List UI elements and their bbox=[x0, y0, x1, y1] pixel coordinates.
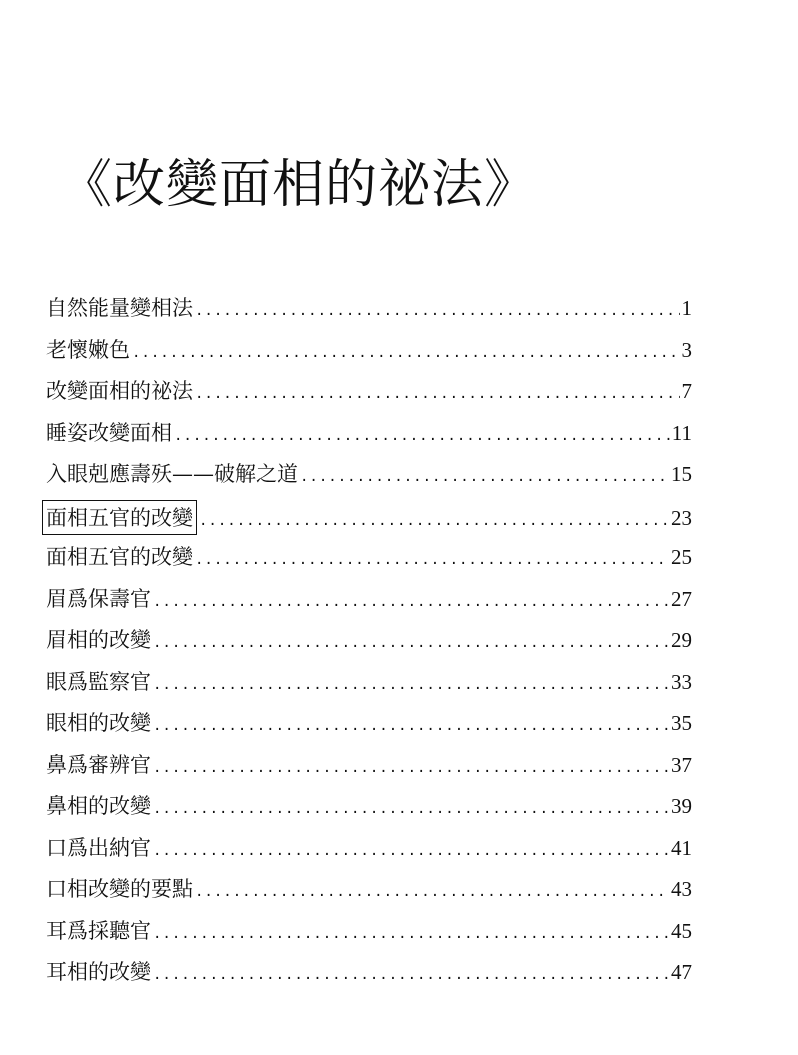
toc-dot-leader bbox=[153, 967, 669, 983]
toc-page-number: 39 bbox=[671, 794, 692, 818]
toc-dot-leader bbox=[153, 635, 669, 651]
toc-entry-title: 耳相的改變 bbox=[46, 960, 151, 984]
toc-section-heading bbox=[46, 500, 692, 542]
toc-entry-title: 耳爲採聽官 bbox=[46, 918, 151, 943]
toc-entry-title: 口爲出納官 bbox=[46, 835, 151, 860]
toc-entry bbox=[46, 749, 692, 791]
toc-page-number: 33 bbox=[671, 669, 692, 694]
toc-entry-title: 眼爲監察官 bbox=[46, 669, 151, 694]
toc-entry bbox=[46, 334, 692, 376]
toc-page-number: 43 bbox=[671, 877, 692, 901]
toc-dot-leader bbox=[153, 594, 669, 610]
toc-entry bbox=[46, 375, 692, 417]
toc-page-number: 35 bbox=[671, 711, 692, 735]
toc-entry bbox=[46, 915, 692, 957]
toc-entry bbox=[46, 873, 692, 915]
toc-entry bbox=[46, 832, 692, 874]
table-of-contents bbox=[46, 292, 692, 998]
toc-entry-title: 口相改變的要點 bbox=[46, 877, 193, 901]
toc-dot-leader bbox=[300, 469, 669, 485]
toc-page-number: 7 bbox=[681, 379, 692, 403]
toc-entry-title: 眉相的改變 bbox=[46, 628, 151, 652]
page-title: 《改變面相的祕法》 bbox=[60, 155, 538, 215]
toc-page-number: 1 bbox=[681, 296, 692, 320]
toc-dot-leader bbox=[195, 552, 669, 568]
toc-entry-title: 入眼剋應壽殀——破解之道 bbox=[46, 462, 298, 486]
toc-page-number: 27 bbox=[671, 586, 692, 611]
toc-dot-leader bbox=[153, 801, 669, 817]
toc-dot-leader bbox=[132, 345, 680, 361]
toc-page-number: 41 bbox=[671, 835, 692, 860]
toc-dot-leader bbox=[195, 303, 680, 319]
toc-dot-leader bbox=[153, 843, 669, 859]
toc-page-number: 15 bbox=[671, 462, 692, 486]
toc-entry bbox=[46, 583, 692, 625]
toc-entry bbox=[46, 541, 692, 583]
toc-entry bbox=[46, 790, 692, 832]
toc-dot-leader bbox=[153, 760, 669, 776]
toc-page-number: 29 bbox=[671, 628, 692, 652]
toc-dot-leader bbox=[174, 428, 670, 444]
toc-entry-title: 睡姿改變面相 bbox=[46, 420, 172, 445]
toc-dot-leader bbox=[153, 926, 669, 942]
toc-entry-title: 眉爲保壽官 bbox=[46, 586, 151, 611]
toc-entry-title: 改變面相的祕法 bbox=[46, 379, 193, 403]
toc-section-title-boxed: 面相五官的改變 bbox=[42, 500, 197, 535]
toc-entry-title: 鼻相的改變 bbox=[46, 794, 151, 818]
toc-dot-leader bbox=[153, 677, 669, 693]
toc-page-number: 3 bbox=[681, 337, 692, 362]
toc-entry bbox=[46, 956, 692, 998]
toc-entry-title: 面相五官的改變 bbox=[46, 545, 193, 569]
toc-entry-title: 鼻爲審辨官 bbox=[46, 752, 151, 777]
toc-entry bbox=[46, 707, 692, 749]
toc-entry bbox=[46, 292, 692, 334]
toc-entry-title: 自然能量變相法 bbox=[46, 296, 193, 320]
toc-page-number: 45 bbox=[671, 918, 692, 943]
toc-entry bbox=[46, 458, 692, 500]
toc-dot-leader bbox=[195, 884, 669, 900]
toc-entry bbox=[46, 417, 692, 459]
toc-dot-leader bbox=[199, 513, 669, 529]
toc-page-number: 23 bbox=[671, 505, 692, 530]
toc-dot-leader bbox=[153, 718, 669, 734]
toc-dot-leader bbox=[195, 386, 680, 402]
toc-entry bbox=[46, 666, 692, 708]
toc-entry-title: 老懷嫩色 bbox=[46, 337, 130, 362]
toc-entry bbox=[46, 624, 692, 666]
toc-page-number: 47 bbox=[671, 960, 692, 984]
toc-page-number: 25 bbox=[671, 545, 692, 569]
toc-page-number: 37 bbox=[671, 752, 692, 777]
toc-page-number: 11 bbox=[671, 420, 692, 445]
toc-entry-title: 眼相的改變 bbox=[46, 711, 151, 735]
